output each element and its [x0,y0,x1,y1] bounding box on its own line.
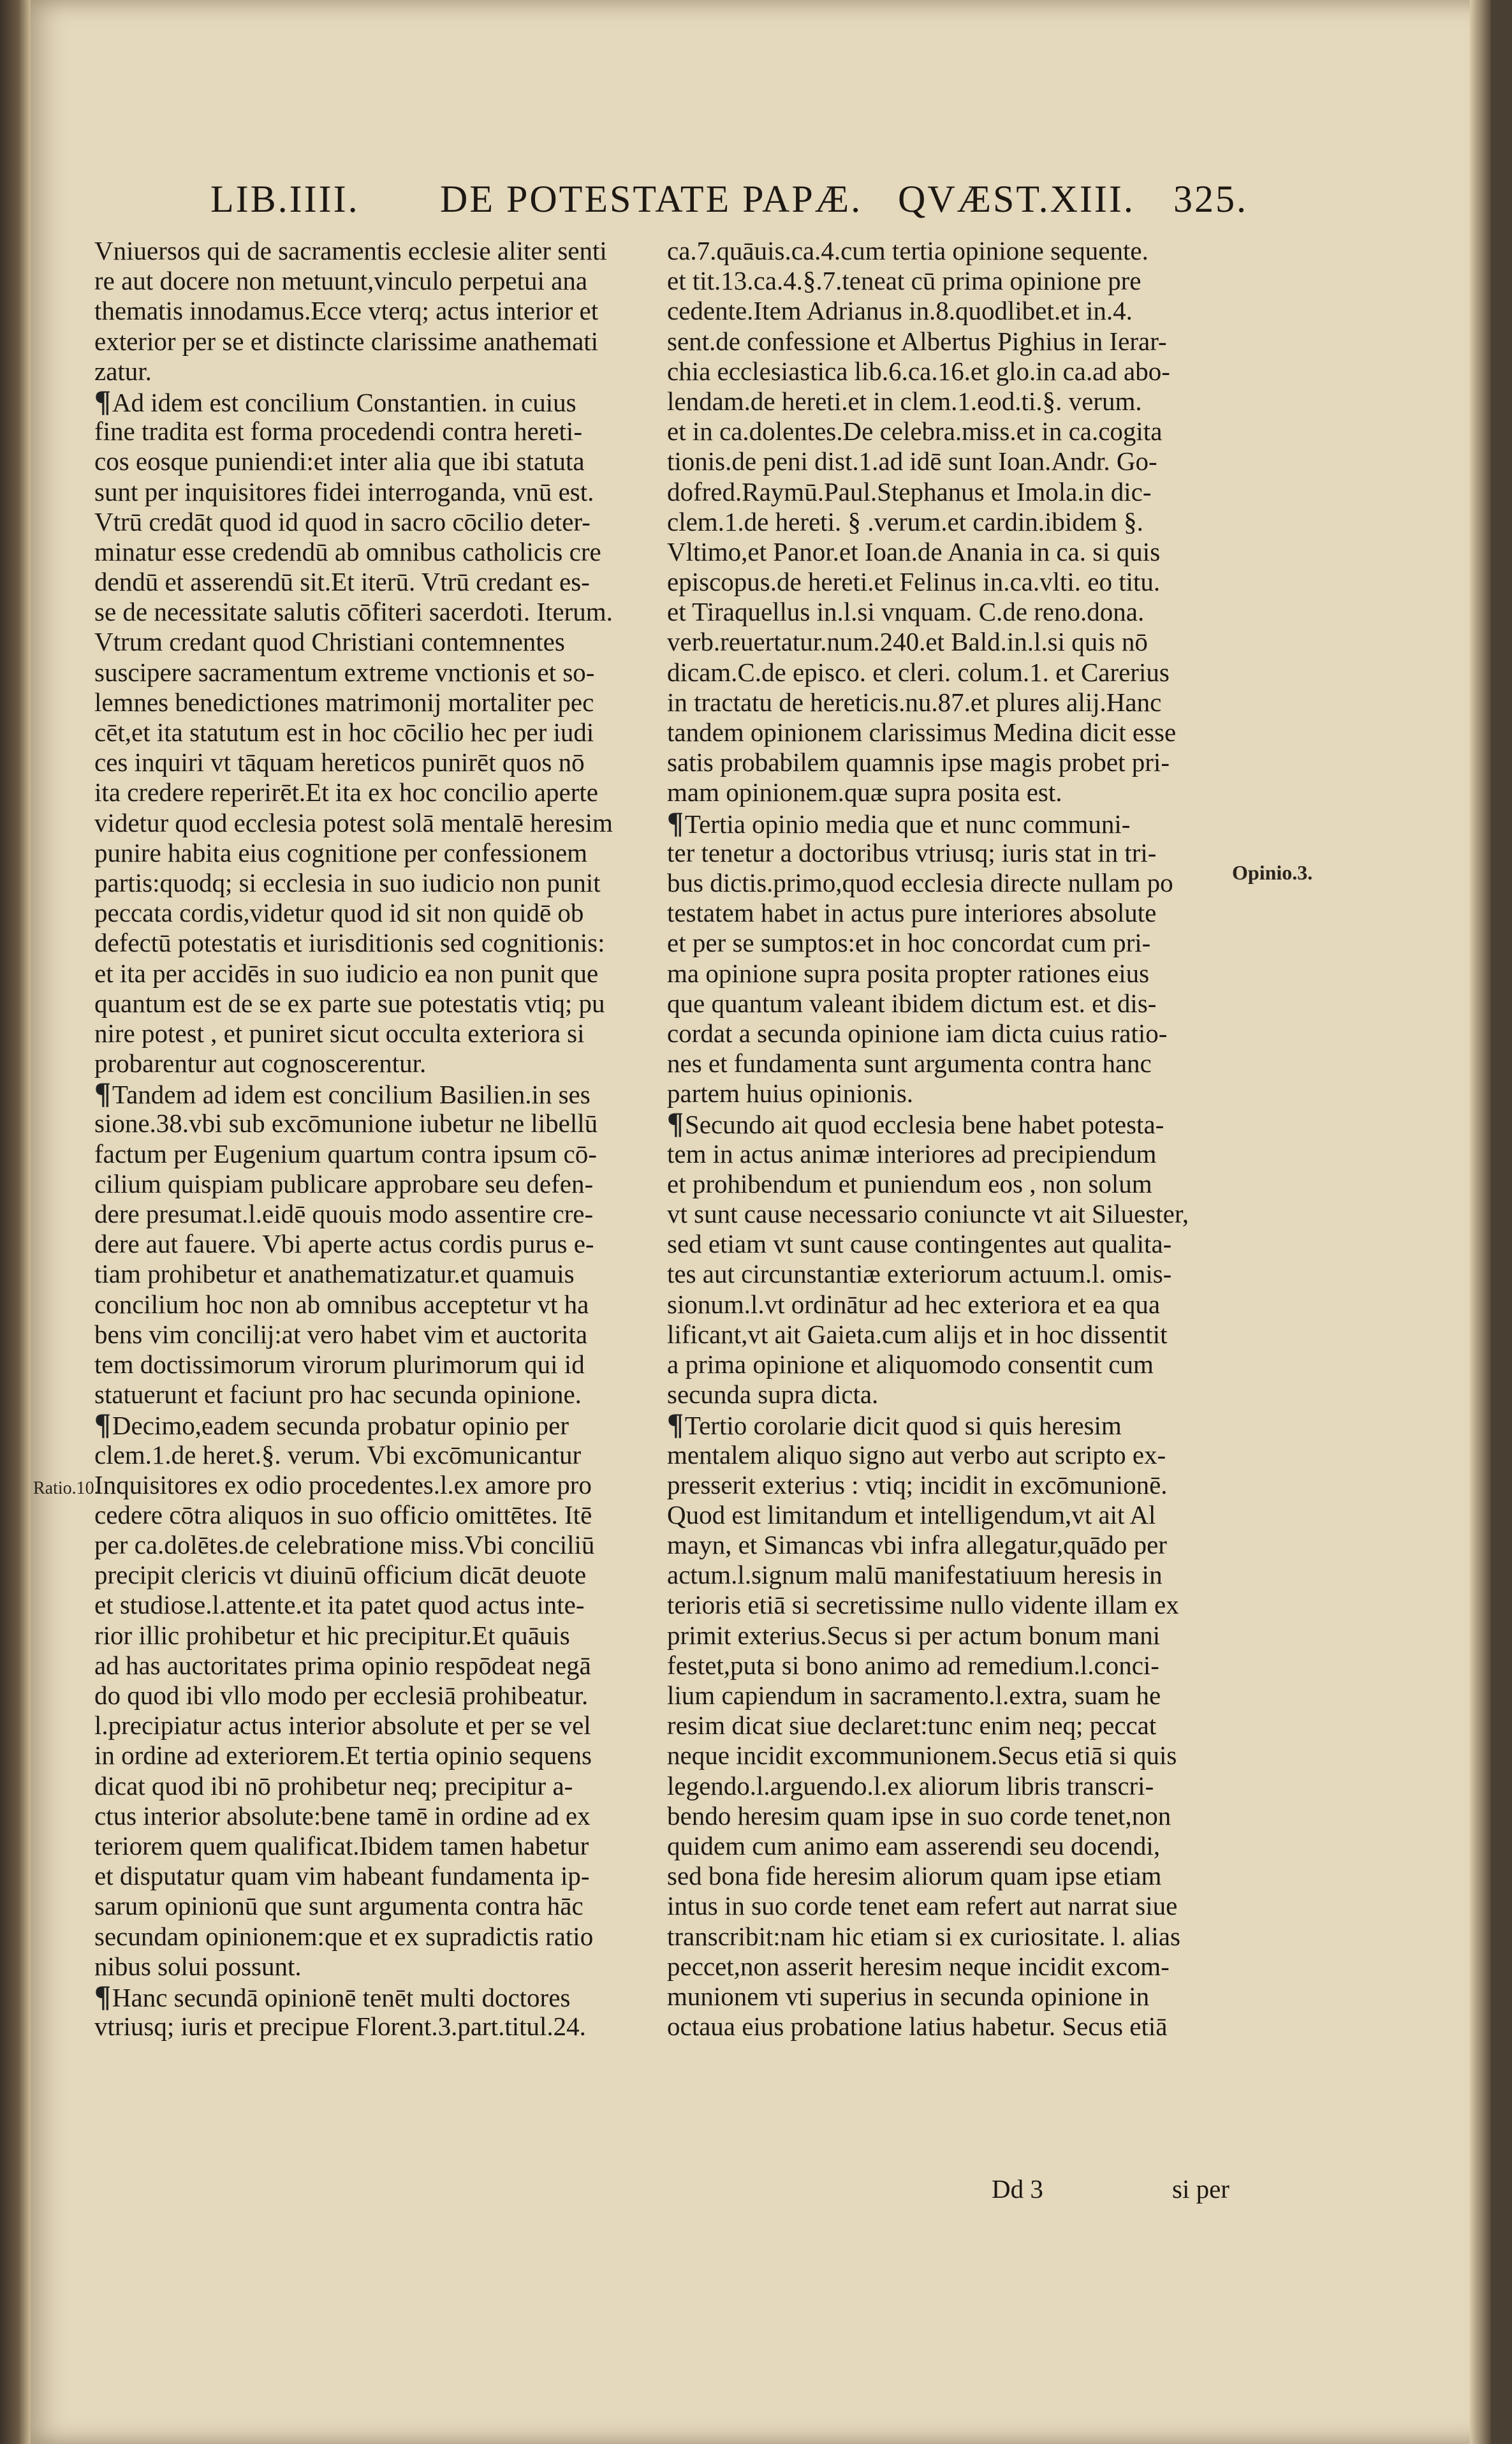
line-text: quantum est de se ex parte sue potestatis vtiq; pu [94,988,605,1018]
text-line [667,1108,1228,1138]
text-line [667,567,1228,597]
text-line [94,1922,656,1952]
line-text: Decimo,eadem secunda probatur opinio per [112,1411,569,1440]
line-text: se de necessitate salutis cōfiteri sacerdoti. Iterum. [94,597,613,627]
line-text: dere aut fauere. Vbi aperte actus cordis purus e- [94,1229,594,1259]
line-text: partem huius opinionis. [667,1078,914,1108]
text-line [94,898,656,928]
text-line [667,1530,1228,1560]
line-text: et disputatur quam vim habeant fundamenta ip- [94,1861,590,1891]
text-line [94,777,656,807]
line-text: nire potest , et puniret sicut occulta exteriora si [94,1018,585,1048]
text-line [94,1380,656,1410]
text-line [667,1831,1228,1861]
text-line [667,1741,1228,1770]
line-text: nes et fundamenta sunt argumenta contra hanc [667,1049,1152,1078]
line-text: verb.reuertatur.num.240.et Bald.in.l.si quis nō [667,627,1148,657]
text-line [94,838,656,868]
text-line [94,928,656,958]
text-line [667,989,1228,1019]
running-head-book: LIB.IIII. [210,178,360,220]
line-text: peccata cordis,videtur quod id sit non quidē ob [94,898,584,928]
text-line [667,1681,1228,1711]
line-text: mayn, et Simancas vbi infra allegatur,quādo per [667,1530,1167,1560]
line-text: secundam opinionem:que et ex supradictis ratio [94,1921,594,1951]
line-text: in ordine ad exteriorem.Et tertia opinio sequens [94,1741,592,1770]
line-text: teriorem quem qualificat.Ibidem tamen habetur [94,1830,589,1860]
text-line [94,1049,656,1078]
text-line [94,1350,656,1380]
line-text: cilium quispiam publicare approbare seu defen- [94,1168,594,1198]
text-line [94,658,656,688]
text-line [94,1861,656,1891]
line-text: Quod est limitandum et intelligendum,vt ait Al [667,1499,1156,1529]
line-text: quidem cum animo eam asserendi seu docendi, [667,1830,1161,1860]
text-line [94,627,656,657]
text-line [94,1711,656,1741]
line-text: Tertia opinio media que et nunc communi- [684,809,1131,838]
text-line [94,1741,656,1770]
text-line [94,1410,656,1439]
text-line [667,357,1228,386]
running-head-question: QVÆST.XIII. [898,178,1135,220]
line-text: ma opinione supra posita propter rationes eius [667,958,1150,988]
text-line [94,1078,656,1108]
line-text: cedente.Item Adrianus in.8.quodlibet.et in.4. [667,296,1133,326]
text-line [667,1019,1228,1049]
line-text: fine tradita est forma procedendi contra hereti- [94,416,582,446]
text-line [667,898,1228,928]
text-line [667,838,1228,868]
text-line [667,1651,1228,1681]
line-text: presserit exterius : vtiq; incidit in excōmunionē. [667,1469,1168,1499]
line-text: in tractatu de hereticis.nu.87.et plures alij.Hanc [667,687,1162,717]
line-text: concilium hoc non ab omnibus acceptetur vt ha [94,1289,589,1319]
line-text: terioris etiā si secretissime nullo vidente illam ex [667,1590,1179,1620]
line-text: per ca.dolētes.de celebratione miss.Vbi conciliū [94,1530,595,1560]
line-text: tem in actus animæ interiores ad precipiendum [667,1138,1157,1168]
line-text: do quod ibi vllo modo per ecclesiā prohibeatur. [94,1681,589,1710]
text-line [94,718,656,747]
line-text: factum per Eugenium quartum contra ipsum cō- [94,1138,597,1168]
binding-gutter [0,0,31,2444]
line-text: lendam.de hereti.et in clem.1.eod.ti.§. verum. [667,386,1142,416]
line-text: partis:quodq; si ecclesia in suo iudicio non punit [94,867,601,897]
line-text: peccet,non asserit heresim neque incidit excom- [667,1951,1170,1981]
pilcrow-mark: ¶ [94,386,111,417]
line-text: dicam.C.de episco. et cleri. colum.1. et Carerius [667,657,1170,687]
text-line [667,777,1228,807]
line-text: et Tiraquellus in.l.si vnquam. C.de reno.dona. [667,597,1145,627]
text-line [94,1621,656,1651]
text-line [94,296,656,326]
text-line [94,1891,656,1921]
text-line [94,357,656,386]
text-line [667,718,1228,747]
text-line [94,446,656,476]
text-line [667,928,1228,958]
line-text: l.precipiatur actus interior absolute et per se vel [94,1711,591,1741]
text-line [94,1590,656,1620]
margin-note-opinio: Opinio.3. [1232,861,1313,884]
text-line [667,959,1228,989]
text-line [94,327,656,357]
line-text: sunt per inquisitores fidei interroganda, vnū est. [94,476,594,506]
line-text: Vtrum credant quod Christiani contemnentes [94,627,565,657]
line-text: probarentur aut cognoscerentur. [94,1049,427,1078]
page-edge [1470,0,1491,2444]
line-text: dendū et asserendū sit.Et iterū. Vtrū credant es- [94,567,590,597]
line-text: ces inquiri vt tāquam hereticos punirēt quos nō [94,747,585,777]
text-line [94,597,656,627]
text-line [94,236,656,266]
line-text: vt sunt cause necessario coniuncte vt ait Siluester, [667,1199,1189,1228]
text-line [667,627,1228,657]
text-line [94,1651,656,1681]
text-line [94,1681,656,1711]
line-text: minatur esse credendū ab omnibus catholicis cre [94,536,601,566]
text-line [94,747,656,777]
text-line [94,808,656,838]
text-line [667,1440,1228,1470]
text-line [667,1952,1228,1982]
text-line [94,1440,656,1470]
line-text: statuerunt et faciunt pro hac secunda opinione. [94,1380,582,1410]
line-text: cordat a secunda opinione iam dicta cuius ratio- [667,1018,1168,1048]
line-text: sionum.l.vt ordinātur ad hec exteriora et ea qua [667,1289,1161,1319]
text-line [667,1982,1228,2012]
text-line [94,416,656,446]
line-text: chia ecclesiastica lib.6.ca.16.et glo.in ca.ad abo- [667,356,1170,386]
text-line [667,1259,1228,1289]
line-text: precipit clericis vt diuinū officium dicāt deuote [94,1560,587,1590]
pilcrow-mark: ¶ [94,1078,111,1109]
text-line [667,327,1228,357]
line-text: Hanc secundā opinionē tenēt multi doctores [112,1982,571,2012]
text-line [94,537,656,567]
text-line [667,1078,1228,1108]
catchword: si per [1172,2174,1229,2204]
line-text: sed etiam vt sunt cause contingentes aut qualita- [667,1229,1172,1259]
text-line [94,1831,656,1861]
line-text: legendo.l.arguendo.l.ex aliorum libris transcri- [667,1770,1154,1800]
text-line [667,1199,1228,1229]
text-line [94,266,656,296]
line-text: secunda supra dicta. [667,1380,879,1410]
text-line [667,2012,1228,2042]
text-line [667,446,1228,476]
line-text: resim dicat siue declaret:tunc enim neq; peccat [667,1711,1157,1741]
line-text: dicat quod ibi nō prohibetur neq; precipitur a- [94,1770,573,1800]
text-line [667,1320,1228,1350]
text-line [94,1259,656,1289]
line-text: actum.l.signum malū manifestatiuum heresis in [667,1560,1163,1590]
line-text: Inquisitores ex odio procedentes.l.ex amore pro [94,1469,592,1499]
text-line [94,1108,656,1138]
running-head-title: DE POTESTATE PAPÆ. [440,178,863,220]
text-line [667,1049,1228,1078]
text-line [94,477,656,507]
text-line [667,266,1228,296]
line-text: Secundo ait quod ecclesia bene habet potesta- [684,1110,1164,1139]
pilcrow-mark: ¶ [94,1410,111,1440]
line-text: thematis innodamus.Ecce vterq; actus interior et [94,296,599,326]
text-line [94,567,656,597]
line-text: transcribit:nam hic etiam si ex curiositate. l. alias [667,1921,1180,1951]
text-line [94,1801,656,1831]
line-text: ita credere reperirēt.Et ita ex hoc concilio aperte [94,777,598,807]
line-text: que quantum valeant ibidem dictum est. et dis- [667,988,1157,1018]
line-text: cedere cōtra aliquos in suo officio omittētes. Itē [94,1499,592,1529]
text-line [667,1229,1228,1259]
line-text: ctus interior absolute:bene tamē in ordine ad ex [94,1800,591,1830]
text-line [94,1320,656,1350]
text-line [667,1139,1228,1169]
text-line [667,1500,1228,1530]
line-text: tionis.de peni dist.1.ad idē sunt Ioan.Andr. Go- [667,446,1157,476]
text-line [94,959,656,989]
text-line [94,1019,656,1049]
line-text: et tit.13.ca.4.§.7.teneat cū prima opinione pre [667,266,1141,296]
text-line [667,296,1228,326]
line-text: lificant,vt ait Gaieta.cum alijs et in hoc dissentit [667,1319,1168,1349]
text-line [667,1169,1228,1199]
text-line [94,1199,656,1229]
text-line [667,537,1228,567]
line-text: re aut docere non metuunt,vinculo perpetui ana [94,266,588,296]
pilcrow-mark: ¶ [667,1108,684,1139]
text-line [667,1891,1228,1921]
line-text: octaua eius probatione latius habetur. Secus etiā [667,2012,1168,2042]
text-line [94,1530,656,1560]
line-text: Vniuersos qui de sacramentis ecclesie aliter senti [94,236,607,265]
line-text: vtriusq; iuris et precipue Florent.3.part.titul.24. [94,2012,586,2042]
text-line [667,1801,1228,1831]
running-head [210,177,1248,235]
text-line [667,1621,1228,1651]
line-text: mentalem aliquo signo aut verbo aut scripto ex- [667,1439,1166,1469]
line-text: cēt,et ita statutum est in hoc cōcilio hec per iudi [94,718,594,747]
line-text: defectū potestatis et iurisditionis sed cognitionis: [94,928,605,958]
text-line [667,1711,1228,1741]
line-text: tandem opinionem clarissimus Medina dicit esse [667,718,1177,747]
text-line [667,1922,1228,1952]
text-line [667,386,1228,416]
text-line [94,507,656,537]
line-text: sione.38.vbi sub excōmunione iubetur ne libellū [94,1108,598,1138]
line-text: Vtrū credāt quod id quod in sacro cōcilio deter- [94,506,591,536]
line-text: et studiose.l.attente.et ita patet quod actus inte- [94,1590,585,1620]
line-text: festet,puta si bono animo ad remedium.l.conci- [667,1650,1159,1680]
line-text: et per se sumptos:et in hoc concordat cum pri- [667,928,1151,958]
text-line [94,688,656,718]
line-text: intus in suo corde tenet eam refert aut narrat siue [667,1891,1178,1921]
line-text: et ita per accidēs in suo iudicio ea non punit que [94,958,599,988]
line-text: satis probabilem quamnis ipse magis probet pri- [667,747,1170,777]
text-line [667,1470,1228,1500]
text-line [667,868,1228,898]
line-text: tes aut circunstantiæ exteriorum actuum.l. omis- [667,1259,1172,1289]
text-line [94,386,656,416]
line-text: Vltimo,et Panor.et Ioan.de Anania in ca. si quis [667,536,1161,566]
line-text: bus dictis.primo,quod ecclesia directe nullam po [667,867,1173,897]
text-line [667,1410,1228,1439]
line-text: ter tenetur a doctoribus vtriusq; iuris stat in tri- [667,837,1157,867]
line-text: dere presumat.l.eidē quouis modo assentire cre- [94,1199,594,1228]
line-text: sed bona fide heresim aliorum quam ipse etiam [667,1861,1162,1891]
line-text: zatur. [94,356,152,386]
left-text-column [94,236,656,2042]
pilcrow-mark: ¶ [667,807,684,838]
page-number: 325. [1173,178,1248,220]
line-text: bendo heresim quam ipse in suo corde tenet,non [667,1800,1171,1830]
text-line [94,1952,656,1982]
line-text: Ad idem est concilium Constantien. in cuius [112,387,576,417]
text-line [667,1380,1228,1410]
text-line [667,1290,1228,1320]
line-text: cos eosque puniendi:et inter alia que ibi statuta [94,446,585,476]
line-text: suscipere sacramentum extreme vnctionis et so- [94,657,595,687]
text-line [94,1771,656,1801]
text-line [94,1500,656,1530]
line-text: sent.de confessione et Albertus Pighius in Ierar- [667,326,1167,356]
text-line [94,1169,656,1199]
line-text: Tertio corolarie dicit quod si quis heresim [684,1411,1122,1440]
text-line [667,416,1228,446]
text-line [667,1560,1228,1590]
line-text: videtur quod ecclesia potest solā mentalē heresim [94,807,613,837]
text-line [667,747,1228,777]
text-line [667,808,1228,838]
line-text: testatem habet in actus pure interiores absolute [667,898,1157,928]
line-text: nibus solui possunt. [94,1951,302,1981]
text-line [94,2012,656,2042]
line-text: punire habita eius cognitione per confessionem [94,837,588,867]
right-text-column [667,236,1228,2042]
line-text: ca.7.quāuis.ca.4.cum tertia opinione sequente. [667,236,1149,265]
line-text: primit exterius.Secus si per actum bonum mani [667,1620,1161,1650]
text-line [667,1590,1228,1620]
line-text: ad has auctoritates prima opinio respōdeat negā [94,1650,591,1680]
line-text: dofred.Raymū.Paul.Stephanus et Imola.in dic- [667,476,1152,506]
text-line [94,1229,656,1259]
pilcrow-mark: ¶ [667,1410,684,1440]
line-text: lium capiendum in sacramento.l.extra, suam he [667,1681,1161,1710]
line-text: munionem vti superius in secunda opinione in [667,1981,1150,2011]
text-line [94,868,656,898]
line-text: et in ca.dolentes.De celebra.miss.et in ca.cogita [667,416,1163,446]
line-text: tiam prohibetur et anathematizatur.et quamuis [94,1259,575,1289]
line-text: Tandem ad idem est concilium Basilien.in ses [112,1080,591,1109]
line-text: neque incidit excommunionem.Secus etiā si quis [667,1741,1177,1770]
line-text: rior illic prohibetur et hic precipitur.Et quāuis [94,1620,570,1650]
pilcrow-mark: ¶ [94,1981,111,2012]
line-text: clem.1.de hereti. § .verum.et cardin.ibidem §. [667,506,1143,536]
text-line [667,1350,1228,1380]
text-line [667,477,1228,507]
text-line [667,658,1228,688]
text-line [94,989,656,1019]
line-text: et prohibendum et puniendum eos , non solum [667,1168,1152,1198]
text-line [667,507,1228,537]
text-line [667,1861,1228,1891]
line-text: lemnes benedictiones matrimonij mortaliter pec [94,687,594,717]
line-text: episcopus.de hereti.et Felinus in.ca.vlti. eo titu. [667,567,1161,597]
text-line [94,1470,656,1500]
line-text: clem.1.de heret.§. verum. Vbi excōmunicantur [94,1439,582,1469]
text-line [94,1560,656,1590]
line-text: bens vim concilij:at vero habet vim et auctorita [94,1319,588,1349]
text-line [94,1982,656,2012]
text-line [94,1290,656,1320]
line-text: sarum opinionū que sunt argumenta contra hāc [94,1891,584,1921]
line-text: a prima opinione et aliquomodo consentit cum [667,1349,1154,1379]
text-line [667,688,1228,718]
text-line [94,1139,656,1169]
margin-note-ratio: Ratio.10. [33,1478,99,1498]
text-line [667,1771,1228,1801]
text-line [667,597,1228,627]
text-line [667,236,1228,266]
line-text: mam opinionem.quæ supra posita est. [667,777,1062,807]
line-text: exterior per se et distincte clarissime anathemati [94,326,599,356]
line-text: tem doctissimorum virorum plurimorum qui id [94,1349,585,1379]
signature-mark: Dd 3 [992,2174,1043,2204]
